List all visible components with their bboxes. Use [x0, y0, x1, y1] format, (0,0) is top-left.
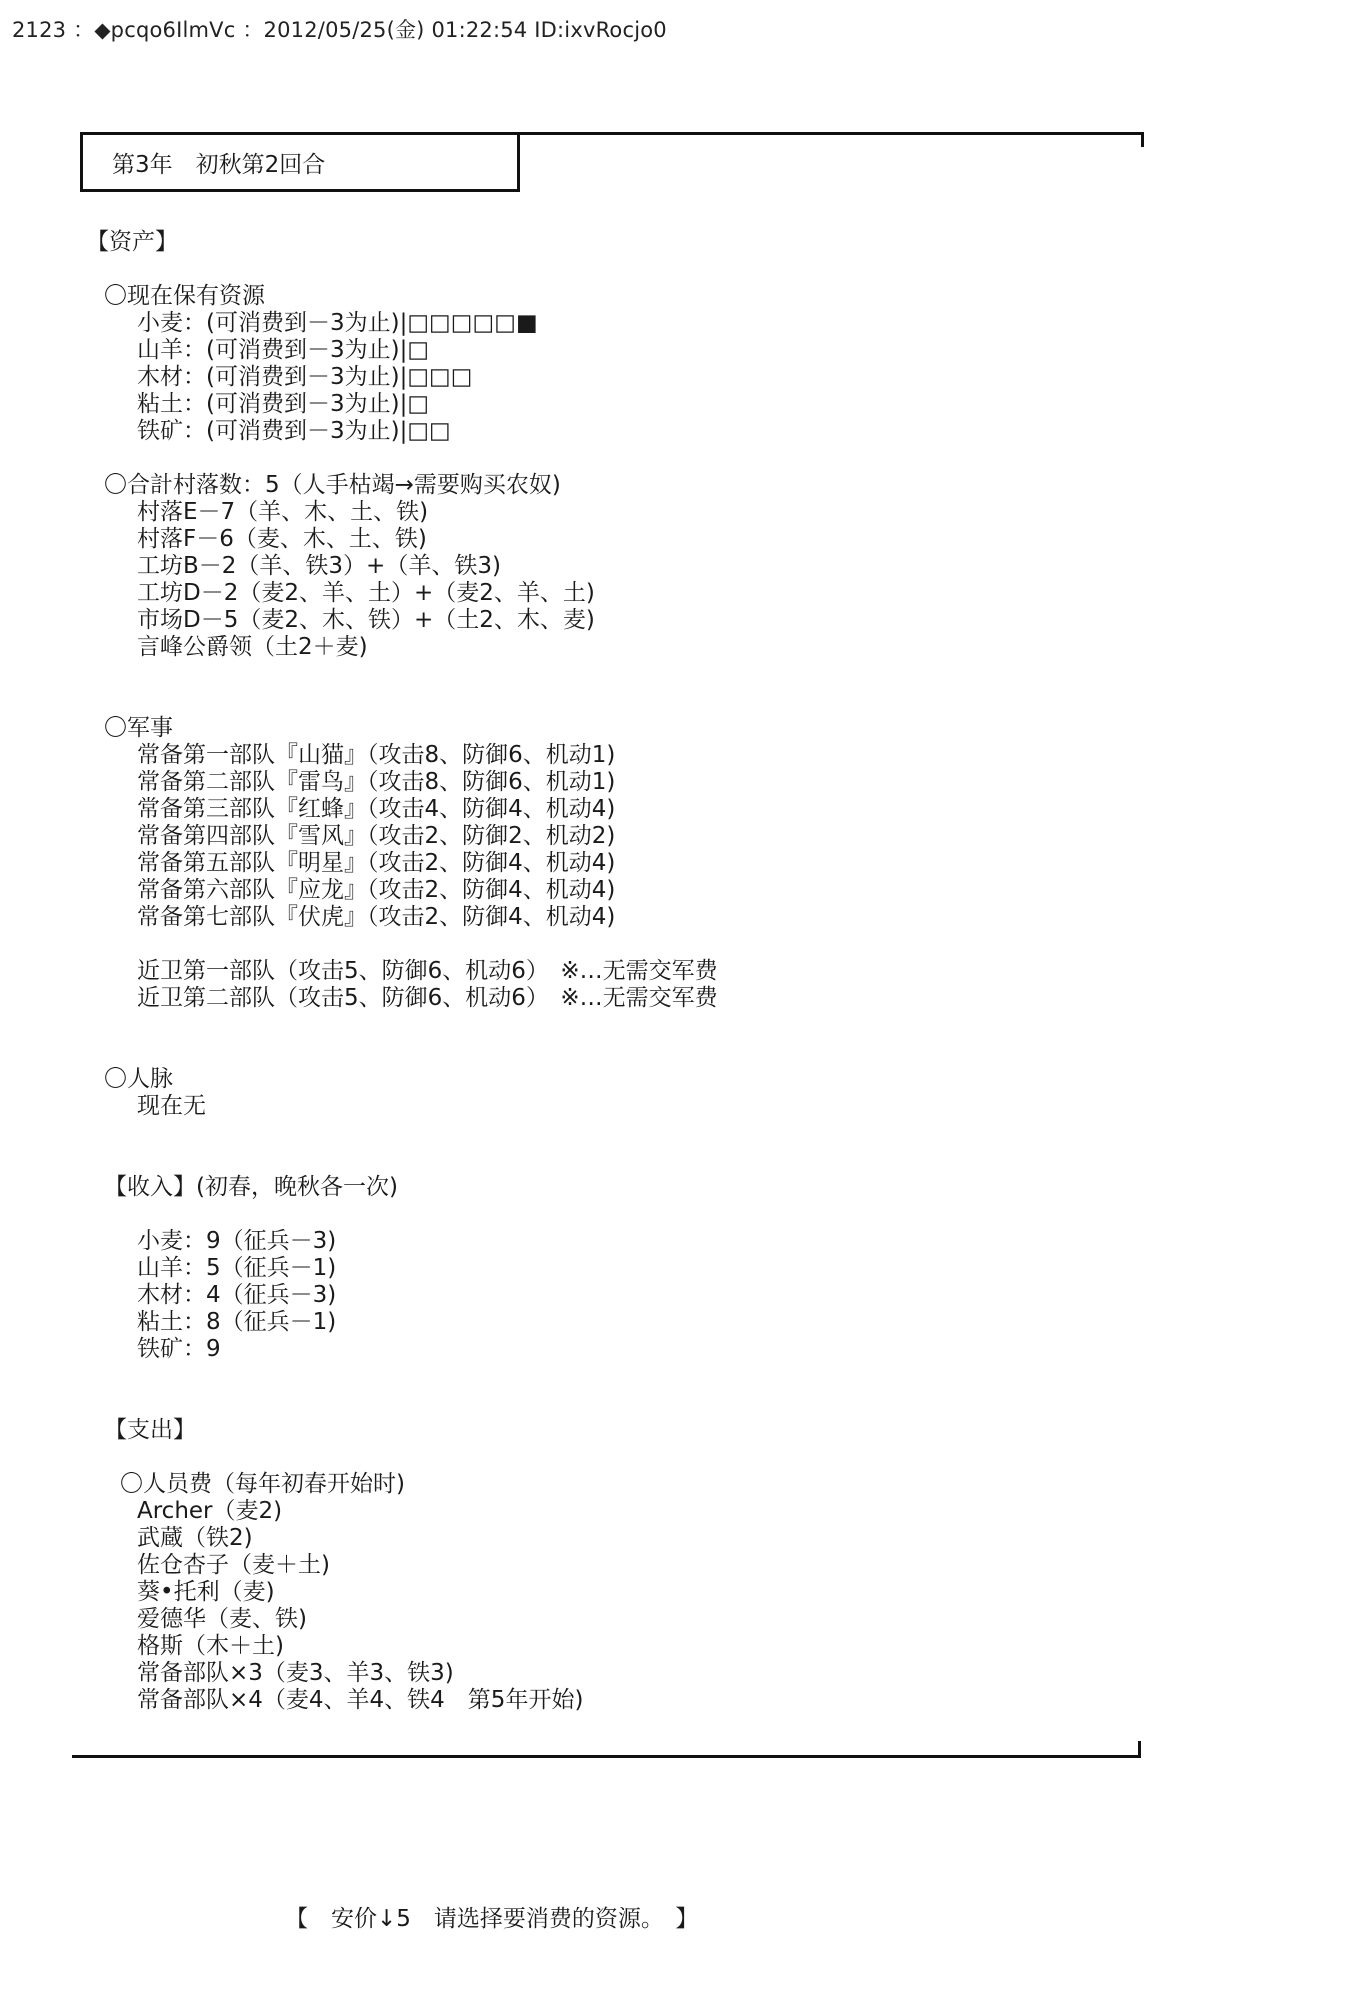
income-item: 山羊：5（征兵－1) [137, 1255, 337, 1281]
standing-unit: 常备第二部队『雷鸟』（攻击8、防御6、机动1) [137, 769, 616, 795]
income-item: 木材：4（征兵－3) [137, 1282, 337, 1308]
resource-wheat: 小麦：(可消费到－3为止)|□□□□□■ [137, 310, 538, 336]
personnel-item: 佐仓杏子（麦＋土) [137, 1552, 330, 1578]
resource-goat: 山羊：(可消费到－3为止)|□ [137, 337, 430, 363]
village-item: 言峰公爵领（土2＋麦) [137, 634, 368, 660]
personnel-item: 常备部队×3（麦3、羊3、铁3) [137, 1660, 454, 1686]
personnel-item: Archer（麦2) [137, 1498, 283, 1524]
guard-unit: 近卫第二部队（攻击5、防御6、机动6） ※…无需交军费 [137, 985, 718, 1011]
income-heading: 【收入】(初春，晚秋各一次) [104, 1174, 398, 1200]
resource-clay: 粘土：(可消费到－3为止)|□ [137, 391, 430, 417]
connections-heading: 〇人脉 [104, 1066, 173, 1092]
military-heading: 〇军事 [104, 715, 173, 741]
personnel-item: 爱德华（麦、铁) [137, 1606, 307, 1632]
personnel-item: 格斯（木＋土) [137, 1633, 284, 1659]
village-item: 村落E－7（羊、木、土、铁) [137, 499, 429, 525]
resource-wood: 木材：(可消费到－3为止)|□□□ [137, 364, 473, 390]
income-item: 小麦：9（征兵－3) [137, 1228, 337, 1254]
income-item: 粘土：8（征兵－1) [137, 1309, 337, 1335]
personnel-item: 武蔵（铁2) [137, 1525, 253, 1551]
village-item: 市场D－5（麦2、木、铁）+（土2、木、麦) [137, 607, 595, 633]
expense-heading: 【支出】 [104, 1417, 196, 1443]
personnel-item: 常备部队×4（麦4、羊4、铁4 第5年开始) [137, 1687, 584, 1713]
resources-heading: 〇现在保有资源 [104, 283, 265, 309]
vote-prompt: 【 安价↓5 请选择要消费的资源。 】 [285, 1906, 699, 1932]
village-item: 村落F－6（麦、木、土、铁) [137, 526, 427, 552]
standing-unit: 常备第五部队『明星』（攻击2、防御4、机动4) [137, 850, 616, 876]
village-item: 工坊D－2（麦2、羊、土）+（麦2、羊、土) [137, 580, 595, 606]
standing-unit: 常备第三部队『红蜂』（攻击4、防御4、机动4) [137, 796, 616, 822]
personnel-heading: 〇人员费（每年初春开始时) [120, 1471, 405, 1497]
village-item: 工坊B－2（羊、铁3）+（羊、铁3) [137, 553, 501, 579]
standing-unit: 常备第七部队『伏虎』（攻击2、防御4、机动4) [137, 904, 616, 930]
personnel-item: 葵•托利（麦) [137, 1579, 275, 1605]
frame-bottom-border [72, 1741, 1141, 1758]
assets-heading: 【资产】 [86, 229, 178, 255]
villages-heading: 〇合計村落数：5（人手枯竭→需要购买农奴) [104, 472, 561, 498]
income-item: 铁矿：9 [137, 1336, 221, 1362]
standing-unit: 常备第一部队『山猫』（攻击8、防御6、机动1) [137, 742, 616, 768]
resource-iron: 铁矿：(可消费到－3为止)|□□ [137, 418, 451, 444]
post-header: 2123 ：◆pcqo6IlmVc ：2012/05/25(金) 01:22:54 ID:ixvRocjo0 [12, 18, 667, 42]
connections-value: 现在无 [137, 1093, 206, 1119]
round-title: 第3年 初秋第2回合 [112, 152, 326, 178]
standing-unit: 常备第六部队『应龙』（攻击2、防御4、机动4) [137, 877, 616, 903]
guard-unit: 近卫第一部队（攻击5、防御6、机动6） ※…无需交军费 [137, 958, 718, 984]
standing-unit: 常备第四部队『雪风』（攻击2、防御2、机动2) [137, 823, 616, 849]
